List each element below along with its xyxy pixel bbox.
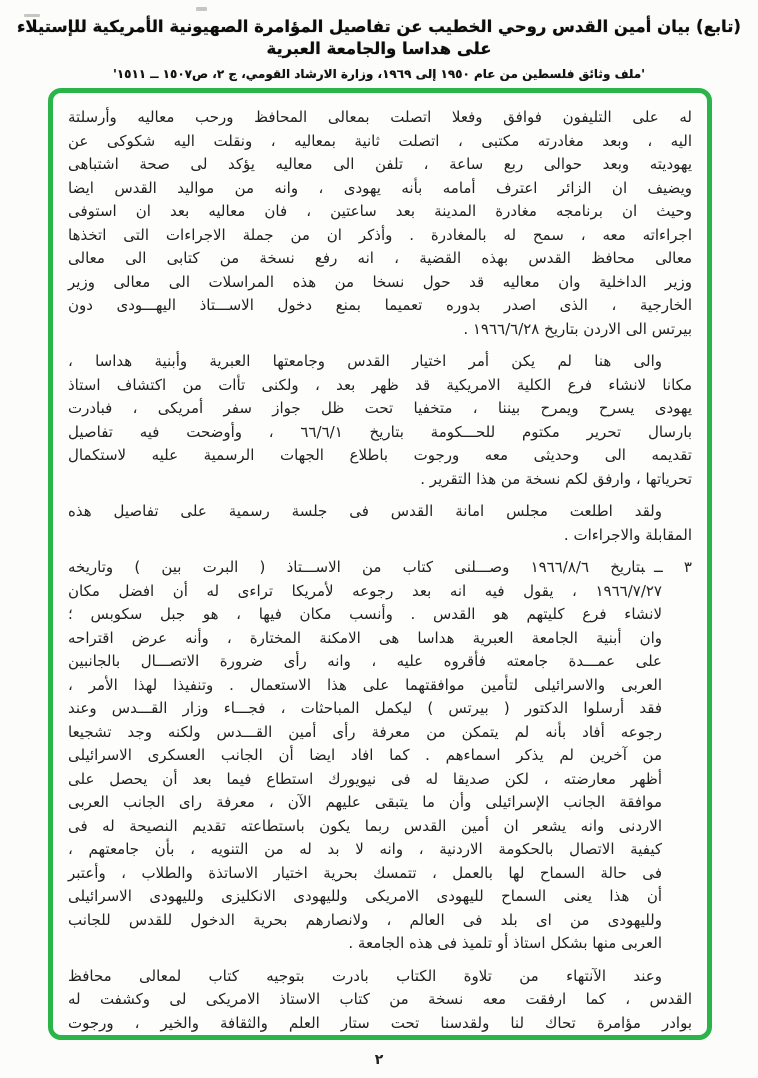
text-line: العربى منها بشكل استاذ أو تلميذ فى هذه الجامعة . <box>348 934 662 952</box>
page-number: ٢ <box>374 1052 384 1068</box>
text-line: اليه ، وبعد مغادرته مكتبى ، اتصلت ثانية بمعاليه ، ونقلت اليه شكوكى عن <box>68 131 692 150</box>
text-line: يهودى يسرح ويمرح بيننا ، متخفيا تحت ظل جواز سفر أمريكى ، فبادرت <box>68 399 692 417</box>
text-line: الخارجية ، الذى اصدر بدوره تعميما بمنع دخول الاســـتاذ اليهـــودى دون <box>68 296 692 314</box>
text-line: والى هنا لم يكن أمر اختيار القدس وجامعتها العبرية وأبنية هداسا ، <box>68 352 662 370</box>
document-frame <box>48 88 712 1040</box>
numbered-paragraph <box>68 556 692 956</box>
scan-artifact <box>196 7 207 11</box>
text-line: القدس ، كما ارفقت معه نسخة من كتاب الاستاذ الامريكى لى وكشفت له <box>68 990 692 1008</box>
text-line: ولقد اطلعت مجلس امانة القدس فى جلسة رسمية على تفاصيل هذه <box>68 502 662 520</box>
text-line: مكانا لانشاء فرع الكلية الامريكية قد ظهر بعد ، ولكنى تأات من اكتشاف استاذ <box>68 375 692 394</box>
text-line: له على التليفون فوافق وفعلا اتصلت بمعالى المحافظ ورحب معاليه وأرسلتة <box>68 108 692 126</box>
text-line: على عمـــدة جامعته فأقروه عليه ، وانه رأى ضرورة الاتصـــال بالجانبين <box>68 652 662 670</box>
text-line: يهوديته وبعد حوالى ربع ساعة ، تلفن الى معاليه يؤكد لى صحة اشتباهى <box>68 155 692 173</box>
text-line: فى حالة السماح لها بالعمل ، تتمسك بحرية اختيار الاساتذة والطلاب ، وأعتبر <box>68 863 662 882</box>
text-line: بوادر مؤامرة تحاك لنا ولقدسنا تحت ستار العلم والثقافة والخير ، ورجوت <box>68 1013 692 1032</box>
text-line: وان أبنية الجامعة العبرية هداسا هى الامكنة المختارة ، وأنه عرض اقتراحه <box>68 628 662 647</box>
page-subtitle-source: 'ملف وثائق فلسطين من عام ١٩٥٠ إلى ١٩٦٩، وزارة الارشاد القومي، ج ٢، ص١٥٠٧ ــ ١٥١١' <box>113 67 645 81</box>
text-line: بيرتس الى الاردن بتاريخ ١٩٦٦/٦/٢٨ . <box>463 319 692 338</box>
document-body <box>53 93 707 1035</box>
text-line: أن هذا يعنى السماح لليهودى الامريكى ولليهودى الانكليزى ولليهودى الاسرائيلى <box>68 887 662 905</box>
text-line: بارسال تحرير مكتوم للحـــكومة بتاريخ ٦٦/٦/١ ، وأوضحت فيه تفاصيل <box>68 422 692 441</box>
paragraph <box>68 965 692 1036</box>
page-title: (تابع) بيان أمين القدس روحي الخطيب عن تفاصيل المؤامرة الصهيونية الأمريكية للإستيلاء على هداسا والجامعة العبرية <box>17 17 741 58</box>
text-line: ولليهودى من اى بلد فى العالم ، ولانصارهم بحرية الدخول للقدس للجانب <box>68 910 662 929</box>
text-line: اجراءاته معه ، سمح له بالمغادرة . وأذكر ان من جملة الاجراءات التى اتخذها <box>68 225 692 244</box>
text-line: تحرياتها ، وارفق لكم نسخة من هذا التقرير . <box>420 469 692 488</box>
list-item-number: ٣ ــ <box>653 558 692 576</box>
text-line: وعند الآنتهاء من تلاوة الكتاب بادرت بتوجيه كتاب لمعالى محافظ <box>68 966 662 985</box>
text-line: موافقة الجانب الإسرائيلى وأن ما يتبقى عليهم الآن ، معرفة راى الجانب العربى <box>68 793 662 811</box>
text-line: معالى محافظ القدس بهذه القضية ، انه رفع نسخة من كتابى الى معالى <box>68 249 692 267</box>
text-line: أظهر معارضته ، لكن صديقا له فى نيويورك استطاع فيما بعد أن يحصل على <box>68 769 662 788</box>
text-line: ١٩٦٦/٧/٢٧ ، يقول فيه انه بعد رجوعه لأمريكا تراءى له أن افضل مكان <box>68 581 662 600</box>
document-header <box>0 16 758 82</box>
text-line: لانشاء فرع كليتهم هو القدس . وأنسب مكان فيها ، هو جبل سكوبس ؛ <box>68 605 662 623</box>
text-line: ويضيف ان الزائر اعترف أمامه بأنه يهودى ، وانه من مواليد القدس ايضا <box>68 178 692 197</box>
paragraph <box>68 500 692 547</box>
text-line: فقد أرسلوا الدكتور ( بيرتس ) ليكمل المباحثات ، فجـــاء وزار القـــدس وعند <box>68 699 662 717</box>
text-line: وزير الداخلية وان معاليه قد حول نسخا من هذه المراسلات الى معالى وزير <box>68 272 692 291</box>
text-line: المقابلة والاجراءات . <box>563 525 692 544</box>
text-line: تقديمه الى وحديثى معه ورجوت باطلاع الجهات الرسمية عليه لاستكمال <box>68 446 692 464</box>
text-line: الاردنى وانه يشعر ان أمين القدس ربما يكون باستطاعته تقديم النصيحة له فى <box>68 816 662 835</box>
text-line: من آخرين لم يذكر اسماءهم . كما افاد ايضا أن الجانب العسكرى الاسرائيلى <box>68 746 662 764</box>
text-line: رجوعه أفاد بأنه لم يتمكن من معرفة رأى أمين القـــدس ولكنه وجد تشجيعا <box>68 722 662 741</box>
text-line: وحيث ان برنامجه مغادرة المدينة بعد ساعتين ، فان معاليه بعد ان استوفى <box>68 202 692 220</box>
text-line: العربى والاسرائيلى لتأمين موافقتهما على هذا الاستعمال . وتنفيذا لهذا الأمر ، <box>68 675 662 694</box>
text-line: كيفية الاتصال بالحكومة الاردنية ، وانه لا بد له من التنويه ، بأن جامعتهم ، <box>68 840 662 858</box>
text-line: ٣ ــبتاريخ ١٩٦٦/٨/٦ وصـــلنى كتاب من الاســـتاذ ( البرت بين ) وتاريخه <box>68 558 692 576</box>
paragraph <box>68 106 692 341</box>
paragraph <box>68 350 692 491</box>
